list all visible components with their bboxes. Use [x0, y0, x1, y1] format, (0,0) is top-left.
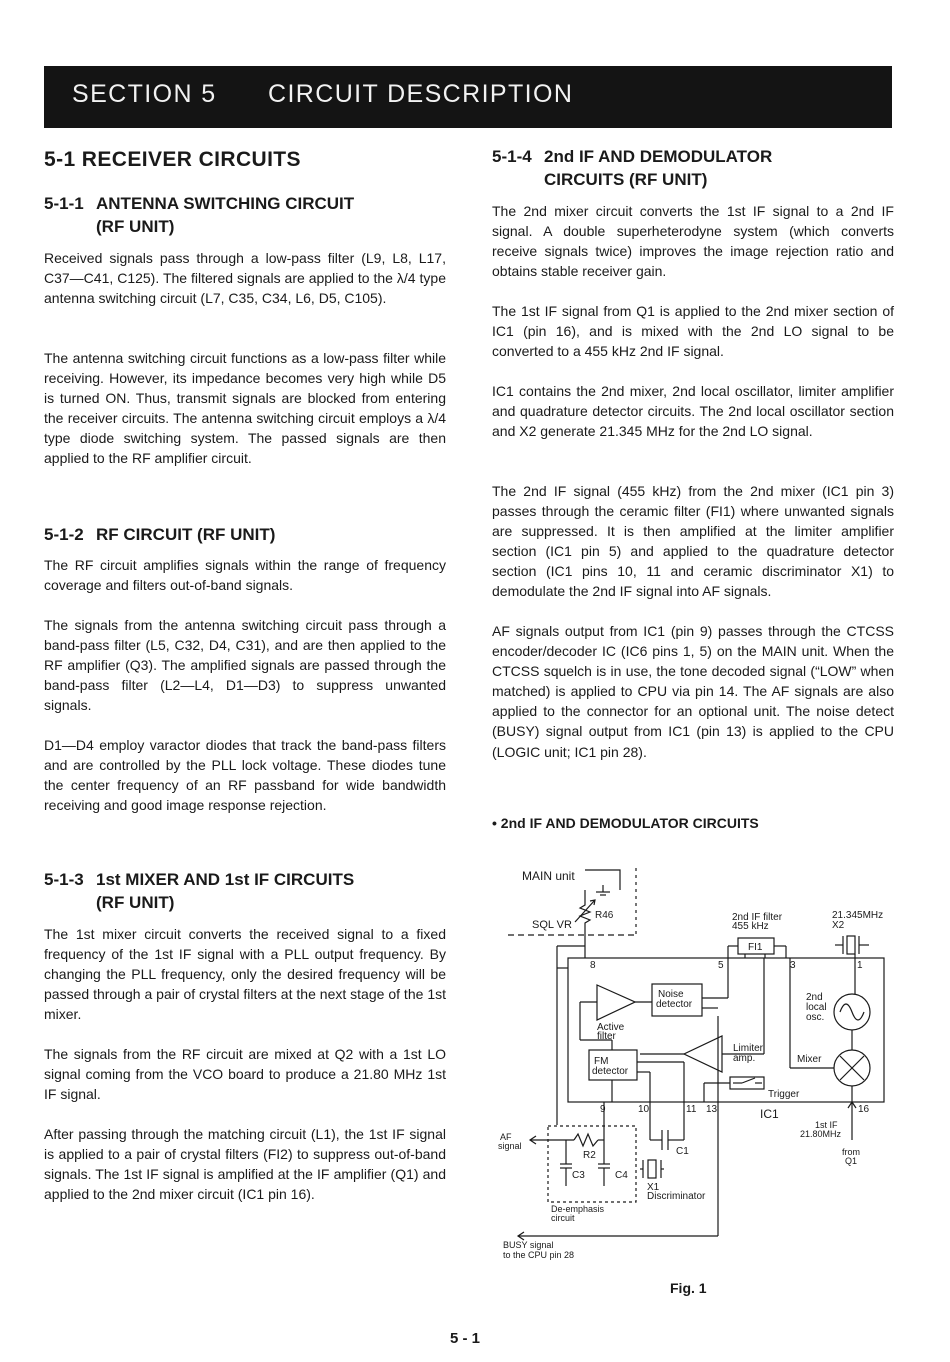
noise-detector-label: detector: [656, 999, 693, 1010]
first-if-input: [800, 1102, 860, 1166]
active-filter-amp: [597, 985, 652, 1042]
left-column: [44, 0, 446, 1362]
x1-label: X1: [647, 1182, 660, 1193]
paragraph: The 2nd IF signal (455 kHz) from the 2nd mixer (IC1 pin 3) passes through the ceramic filter (FI1) where unwanted signals are suppressed. It is then amplified at the limiter amplifier section (IC1 pin 5) and applied to the quadrature detector section (IC1 pins 10, 11 and ceramic discriminator X1) to demodulate the 2nd IF signal into AF signals.: [492, 483, 894, 600]
heading-text: 2nd IF AND DEMODULATOR: [544, 147, 773, 166]
fm-detector-label: detector: [592, 1066, 629, 1077]
paragraph: The 1st IF signal from Q1 is applied to the 2nd mixer section of IC1 (pin 16), and is mixed with the 2nd LO signal to be converted to a 455 kHz 2nd IF signal.: [492, 303, 894, 360]
figure-caption: Fig. 1: [670, 1280, 707, 1296]
figure-title: • 2nd IF AND DEMODULATOR CIRCUITS: [492, 815, 759, 831]
paragraph: AF signals output from IC1 (pin 9) passes through the CTCSS encoder/decoder IC (IC6 pins 1, 5) on the MAIN unit. When the CTCSS squelch is in use, the tone decoded signal (“LOW” when matched) is applied to CPU via pin 14. The AF signals are also applied to the connector for an optional unit. The noise detect (BUSY) signal output from IC1 (pin 13) is applied to the CPU (LOGIC unit; IC1 pin 28).: [492, 623, 894, 760]
demodulator-circuit-diagram: [490, 858, 910, 1268]
deemphasis-label: circuit: [551, 1213, 575, 1223]
paragraph: The 1st mixer circuit converts the received signal to a fixed frequency of the 1st IF signal with a PLL output frequency. By changing the PLL frequency, only the desired frequency will be passed through a pair of crystal filters at the next stage of the 1st mixer.: [44, 926, 446, 1023]
fi1-ceramic-filter: [728, 912, 786, 958]
heading-text-cont: CIRCUITS (RF UNIT): [544, 170, 708, 189]
heading-number: 5-1-3: [44, 870, 84, 889]
x2-crystal: [832, 910, 883, 958]
section-title: CIRCUIT DESCRIPTION: [268, 80, 574, 108]
noise-detector-block: [652, 958, 728, 1102]
pin-label: 1: [857, 960, 863, 971]
pin-label: 8: [590, 960, 596, 971]
if-filter-freq: 455 kHz: [732, 921, 769, 932]
heading-5-1-4: [492, 145, 894, 191]
sql-vr-label: SQL VR: [532, 919, 572, 931]
pin-label: 3: [790, 960, 796, 971]
heading-text: 1st MIXER AND 1st IF CIRCUITS: [96, 870, 355, 889]
sql-vr-potentiometer: [575, 885, 610, 958]
from-label: Q1: [845, 1156, 858, 1166]
paragraph: The signals from the antenna switching circuit pass through a band-pass filter (L5, C32, D4, C31), and are then applied to the RF amplifier (Q3). The amplified signals are passed through the band-pass filter (L2—L4, D1—D3) to suppress unwanted signals.: [44, 617, 446, 714]
section-label: SECTION 5: [72, 80, 217, 108]
heading-5-1-3: [44, 868, 446, 914]
main-unit-label: MAIN unit: [522, 869, 575, 883]
paragraph: D1—D4 employ varactor diodes that track the band-pass filters and are controlled by the PLL lock voltage. These diodes tune the center frequency of an RF passband for wide bandwidth receiving and good image response rejection.: [44, 737, 446, 814]
heading-number: 5-1-4: [492, 147, 532, 166]
heading-5-1-2: [44, 523, 446, 546]
busy-label: to the CPU pin 28: [503, 1250, 575, 1260]
discriminator-label: Discriminator: [647, 1191, 706, 1202]
osc-label: local: [806, 1002, 827, 1013]
busy-label: BUSY signal: [503, 1240, 554, 1250]
c1-label: C1: [676, 1146, 689, 1157]
pin-label: 11: [686, 1104, 697, 1115]
osc-label: osc.: [806, 1012, 825, 1023]
pin-label: 5: [718, 960, 724, 971]
heading-text-cont: (RF UNIT): [96, 893, 175, 912]
ic1-label: IC1: [760, 1107, 779, 1121]
if-filter-label: 2nd IF filter: [732, 912, 783, 923]
paragraph: Received signals pass through a low-pass filter (L9, L8, L17, C37—C41, C125). The filtered signals are applied to the λ/4 type antenna switching circuit (L7, C35, C34, L6, D5, C105).: [44, 250, 446, 307]
mixer-label: Mixer: [797, 1054, 822, 1065]
paragraph: IC1 contains the 2nd mixer, 2nd local oscillator, limiter amplifier and quadrature detector circuits. The 2nd local oscillator section and X2 generate 21.345 MHz for the 2nd LO signal.: [492, 383, 894, 440]
receiver-circuits-title: 5-1 RECEIVER CIRCUITS: [44, 148, 301, 171]
pin-label: 9: [600, 1104, 606, 1115]
paragraph: The RF circuit amplifies signals within the range of frequency coverage and filters out-of-band signals.: [44, 557, 446, 594]
heading-5-1-1: [44, 192, 446, 238]
r2-label: R2: [583, 1150, 596, 1161]
limiter-label: amp.: [733, 1053, 756, 1064]
noise-detector-label: Noise: [658, 989, 684, 1000]
r46-label: R46: [595, 910, 614, 921]
c1-and-x1: [640, 1102, 706, 1202]
trigger-label: Trigger: [768, 1089, 800, 1100]
pin-label: 10: [638, 1104, 650, 1115]
af-signal-label: AF: [500, 1132, 512, 1142]
deemphasis-label: De-emphasis: [551, 1204, 605, 1214]
c4-label: C4: [615, 1170, 628, 1181]
paragraph: The signals from the RF circuit are mixed at Q2 with a 1st LO signal coming from the VCO board to produce a 21.80 MHz 1st IF signal.: [44, 1046, 446, 1103]
heading-number: 5-1-1: [44, 194, 84, 213]
de-emphasis-circuit: [498, 1102, 636, 1223]
c3-label: C3: [572, 1170, 585, 1181]
paragraph: After passing through the matching circuit (L1), the 1st IF signal is applied to a pair of crystal filters (FI2) to suppress out-of-band signals. The 1st IF signal is amplified at the IF amplifier (Q1) and applied to the 2nd mixer circuit (IC1 pin 16).: [44, 1126, 446, 1203]
pin-label: 16: [858, 1104, 870, 1115]
x2-freq-label: 21.345MHz: [832, 910, 884, 921]
from-label: from: [842, 1147, 860, 1157]
x2-label: X2: [832, 920, 845, 931]
heading-text: ANTENNA SWITCHING CIRCUIT: [96, 194, 355, 213]
heading-number: 5-1-2: [44, 525, 84, 544]
osc-label: 2nd: [806, 992, 823, 1003]
heading-text: RF CIRCUIT (RF UNIT): [96, 525, 276, 544]
limiter-label: Limiter: [733, 1043, 764, 1054]
first-if-label: 1st IF: [815, 1120, 838, 1130]
paragraph: The 2nd mixer circuit converts the 1st IF signal to a 2nd IF signal. A double superheterodyne system (which converts receive signals twice) improves the image rejection ratio and obtains stable receiver gain.: [492, 203, 894, 280]
paragraph: The antenna switching circuit functions as a low-pass filter while receiving. However, its impedance becomes very high while D5 is turned ON. Thus, transmit signals are blocked from entering the receiver circuits. The antenna switching circuit employs a λ/4 type diode switching system. The passed signals are then applied to the RF amplifier circuit.: [44, 350, 446, 467]
first-if-freq: 21.80MHz: [800, 1129, 842, 1139]
pin-label: 13: [706, 1104, 718, 1115]
fi1-label: FI1: [748, 942, 763, 953]
active-filter-label: filter: [597, 1031, 616, 1042]
heading-text-cont: (RF UNIT): [96, 217, 175, 236]
af-signal-label: signal: [498, 1141, 522, 1151]
fm-detector-label: FM: [594, 1056, 609, 1067]
fm-detector-block: [580, 1002, 684, 1102]
main-unit-box: [508, 868, 636, 935]
active-filter-label: Active: [597, 1022, 625, 1033]
page-number: 5 - 1: [450, 1330, 481, 1347]
second-local-oscillator: [806, 958, 870, 1050]
